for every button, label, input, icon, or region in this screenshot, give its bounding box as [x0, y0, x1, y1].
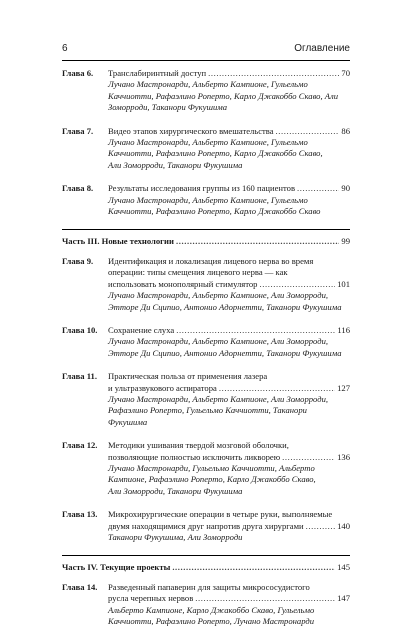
author-line: Али Зоморроди, Таканори Фукушима: [108, 159, 243, 170]
author-line: Рафаэлино Роперто, Гульельмо Каччиотти, Таканори: [108, 405, 307, 416]
title-text: и ультразвукового аспиратора: [108, 382, 217, 393]
chapter-title: [108, 440, 350, 463]
title-text: Микрохирургические операции в четыре руки, выполняемые: [108, 509, 333, 520]
chapter-label: Глава 9.: [62, 255, 94, 266]
author-line: Каччиотти, Рафаэлино Роперто, Карло Джакоббо Скаво, Али: [108, 90, 339, 101]
chapter-title: [108, 126, 350, 137]
chapter-page: 127: [337, 382, 350, 393]
title-text: Видео этапов хирургического вмешательства: [108, 125, 274, 136]
chapter-page: 101: [337, 278, 350, 289]
title-line: [108, 593, 350, 604]
section-title: Оглавление: [294, 43, 350, 54]
title-line: [108, 371, 350, 382]
part-divider: [62, 555, 350, 556]
part-title: Часть III. Новые технологии: [62, 236, 174, 247]
title-text: использовать монополярный стимулятор: [108, 278, 258, 289]
chapter-page: 90: [341, 183, 350, 194]
leader-dots: [259, 279, 335, 290]
part-heading[interactable]: [62, 236, 350, 247]
title-text: русла черепных нервов: [108, 593, 194, 604]
title-text: Методики ушивания твердой мозговой оболочки,: [108, 440, 289, 451]
chapter-label: Глава 12.: [62, 440, 98, 451]
leader-dots: [195, 593, 335, 604]
leader-dots: [306, 521, 335, 532]
chapter-title: [108, 509, 350, 532]
leader-dots: [172, 562, 335, 573]
chapter-title: [108, 582, 350, 605]
author-line: Эттоpe Ди Сципио, Антонио Адорнетти, Таканори Фукушима: [108, 347, 342, 358]
leader-dots: [176, 325, 335, 336]
author-line: Лучано Мастронарди, Альберто Кампионе, Али Зоморроди,: [108, 290, 329, 301]
chapter-page: 147: [337, 593, 350, 604]
title-text: Практическая польза от применения лазера: [108, 371, 268, 382]
chapter-label: Глава 10.: [62, 324, 98, 335]
title-text: операции: типы смещения лицевого нерва — как: [108, 267, 288, 278]
toc-entry[interactable]: [62, 371, 350, 428]
chapter-page: 70: [341, 68, 350, 78]
title-line: [108, 68, 350, 79]
running-header: [62, 43, 350, 57]
author-line: Таканори Фукушима, Али Зоморроди: [108, 532, 243, 542]
title-text: Транслабиринтный доступ: [108, 68, 207, 78]
title-line: [108, 279, 350, 290]
chapter-title: [108, 371, 350, 394]
author-line: Зоморроди, Таканори Фукушима: [108, 102, 228, 113]
leader-dots: [282, 452, 335, 463]
title-line: [108, 325, 350, 336]
leader-dots: [219, 383, 335, 394]
title-text: Идентификация и локализация лицевого нерва во время: [108, 255, 314, 266]
toc-entry[interactable]: [62, 183, 350, 217]
title-line: [108, 521, 350, 532]
toc-entry[interactable]: [62, 126, 350, 172]
author-line: Лучано Мастронарди, Альберто Кампионе, Али Зоморроди,: [108, 393, 329, 404]
title-line: [108, 183, 350, 194]
chapter-label: Глава 11.: [62, 371, 97, 382]
chapter-title: [108, 183, 350, 194]
title-text: двумя находящимися друг напротив друга хирургами: [108, 520, 304, 531]
chapter-label: Глава 6.: [62, 68, 94, 78]
author-line: Али Зоморроди, Таканори Фукушима: [108, 485, 243, 496]
table-of-contents: [62, 68, 350, 639]
title-text: Результаты исследования группы из 160 пациентов: [108, 183, 296, 194]
title-line: [108, 126, 350, 137]
author-line: Лучано Мастронарди, Альберто Кампионе, Али Зоморроди,: [108, 336, 329, 347]
chapter-title: [108, 68, 350, 79]
author-line: Лучано Мастронарди, Гульельмо Каччиотти, Альберто: [108, 462, 315, 473]
chapter-label: Глава 7.: [62, 125, 94, 136]
toc-entry[interactable]: [62, 325, 350, 359]
page-number: 6: [62, 43, 68, 54]
chapter-page: 136: [337, 451, 350, 462]
chapter-title: [108, 325, 350, 336]
chapter-page: 140: [337, 520, 350, 531]
part-heading[interactable]: [62, 562, 350, 573]
title-line: [108, 452, 350, 463]
author-line: Лучано Мастронарди, Альберто Кампионе, Гульельмо: [108, 194, 308, 205]
title-line: [108, 509, 350, 520]
title-text: позволяющие полностью исключить ликворею: [108, 451, 281, 462]
toc-entry[interactable]: [62, 256, 350, 313]
leader-dots: [297, 183, 339, 194]
author-line: Каччиотти, Рафаэлино Роперто, Карло Джакоббо Скаво,: [108, 148, 323, 159]
author-line: Лучано Мастронарди, Альберто Кампионе, Гульельмо: [108, 79, 308, 90]
chapter-label: Глава 14.: [62, 581, 98, 592]
chapter-label: Глава 13.: [62, 509, 98, 520]
toc-entry[interactable]: [62, 68, 350, 114]
author-line: Кампионе, Рафаэлино Роперто, Карло Джакоббо Скаво,: [108, 474, 316, 485]
title-line: [108, 582, 350, 593]
header-rule: [62, 60, 350, 61]
author-line: Альберто Кампионе, Карло Джакоббо Скаво, Гульельмо: [108, 604, 315, 615]
chapter-label: Глава 8.: [62, 183, 94, 194]
title-line: [108, 440, 350, 451]
chapter-page: 86: [341, 125, 350, 136]
title-line: [108, 267, 350, 278]
leader-dots: [176, 236, 339, 247]
author-line: Лучано Мастронарди, Альберто Кампионе, Гульельмо: [108, 137, 308, 148]
part-page: 145: [337, 562, 350, 573]
toc-entry[interactable]: [62, 509, 350, 543]
author-line: Каччиотти, Рафаэлино Роперто, Лучано Мастронарди: [108, 616, 315, 627]
leader-dots: [208, 68, 339, 79]
title-text: Разведенный папаверин для защиты микрососудистого: [108, 581, 310, 592]
chapter-group: [62, 582, 350, 628]
toc-entry[interactable]: [62, 582, 350, 628]
chapter-page: 116: [337, 324, 350, 335]
part-title: Часть IV. Текущие проекты: [62, 562, 171, 573]
author-line: Каччиотти, Рафаэлино Роперто, Карло Джакоббо Скаво: [108, 206, 321, 217]
part-divider: [62, 229, 350, 230]
title-text: Сохранение слуха: [108, 324, 175, 335]
author-line: Эттоpe Ди Сципио, Антонио Адорнетти, Таканори Фукушима: [108, 301, 342, 312]
chapter-group: [62, 256, 350, 544]
chapter-title: [108, 256, 350, 290]
part-page: 99: [341, 236, 350, 247]
leader-dots: [276, 126, 340, 137]
toc-entry[interactable]: [62, 440, 350, 497]
chapter-group: [62, 68, 350, 217]
title-line: [108, 383, 350, 394]
author-line: Фукушима: [108, 416, 148, 427]
title-line: [108, 256, 350, 267]
